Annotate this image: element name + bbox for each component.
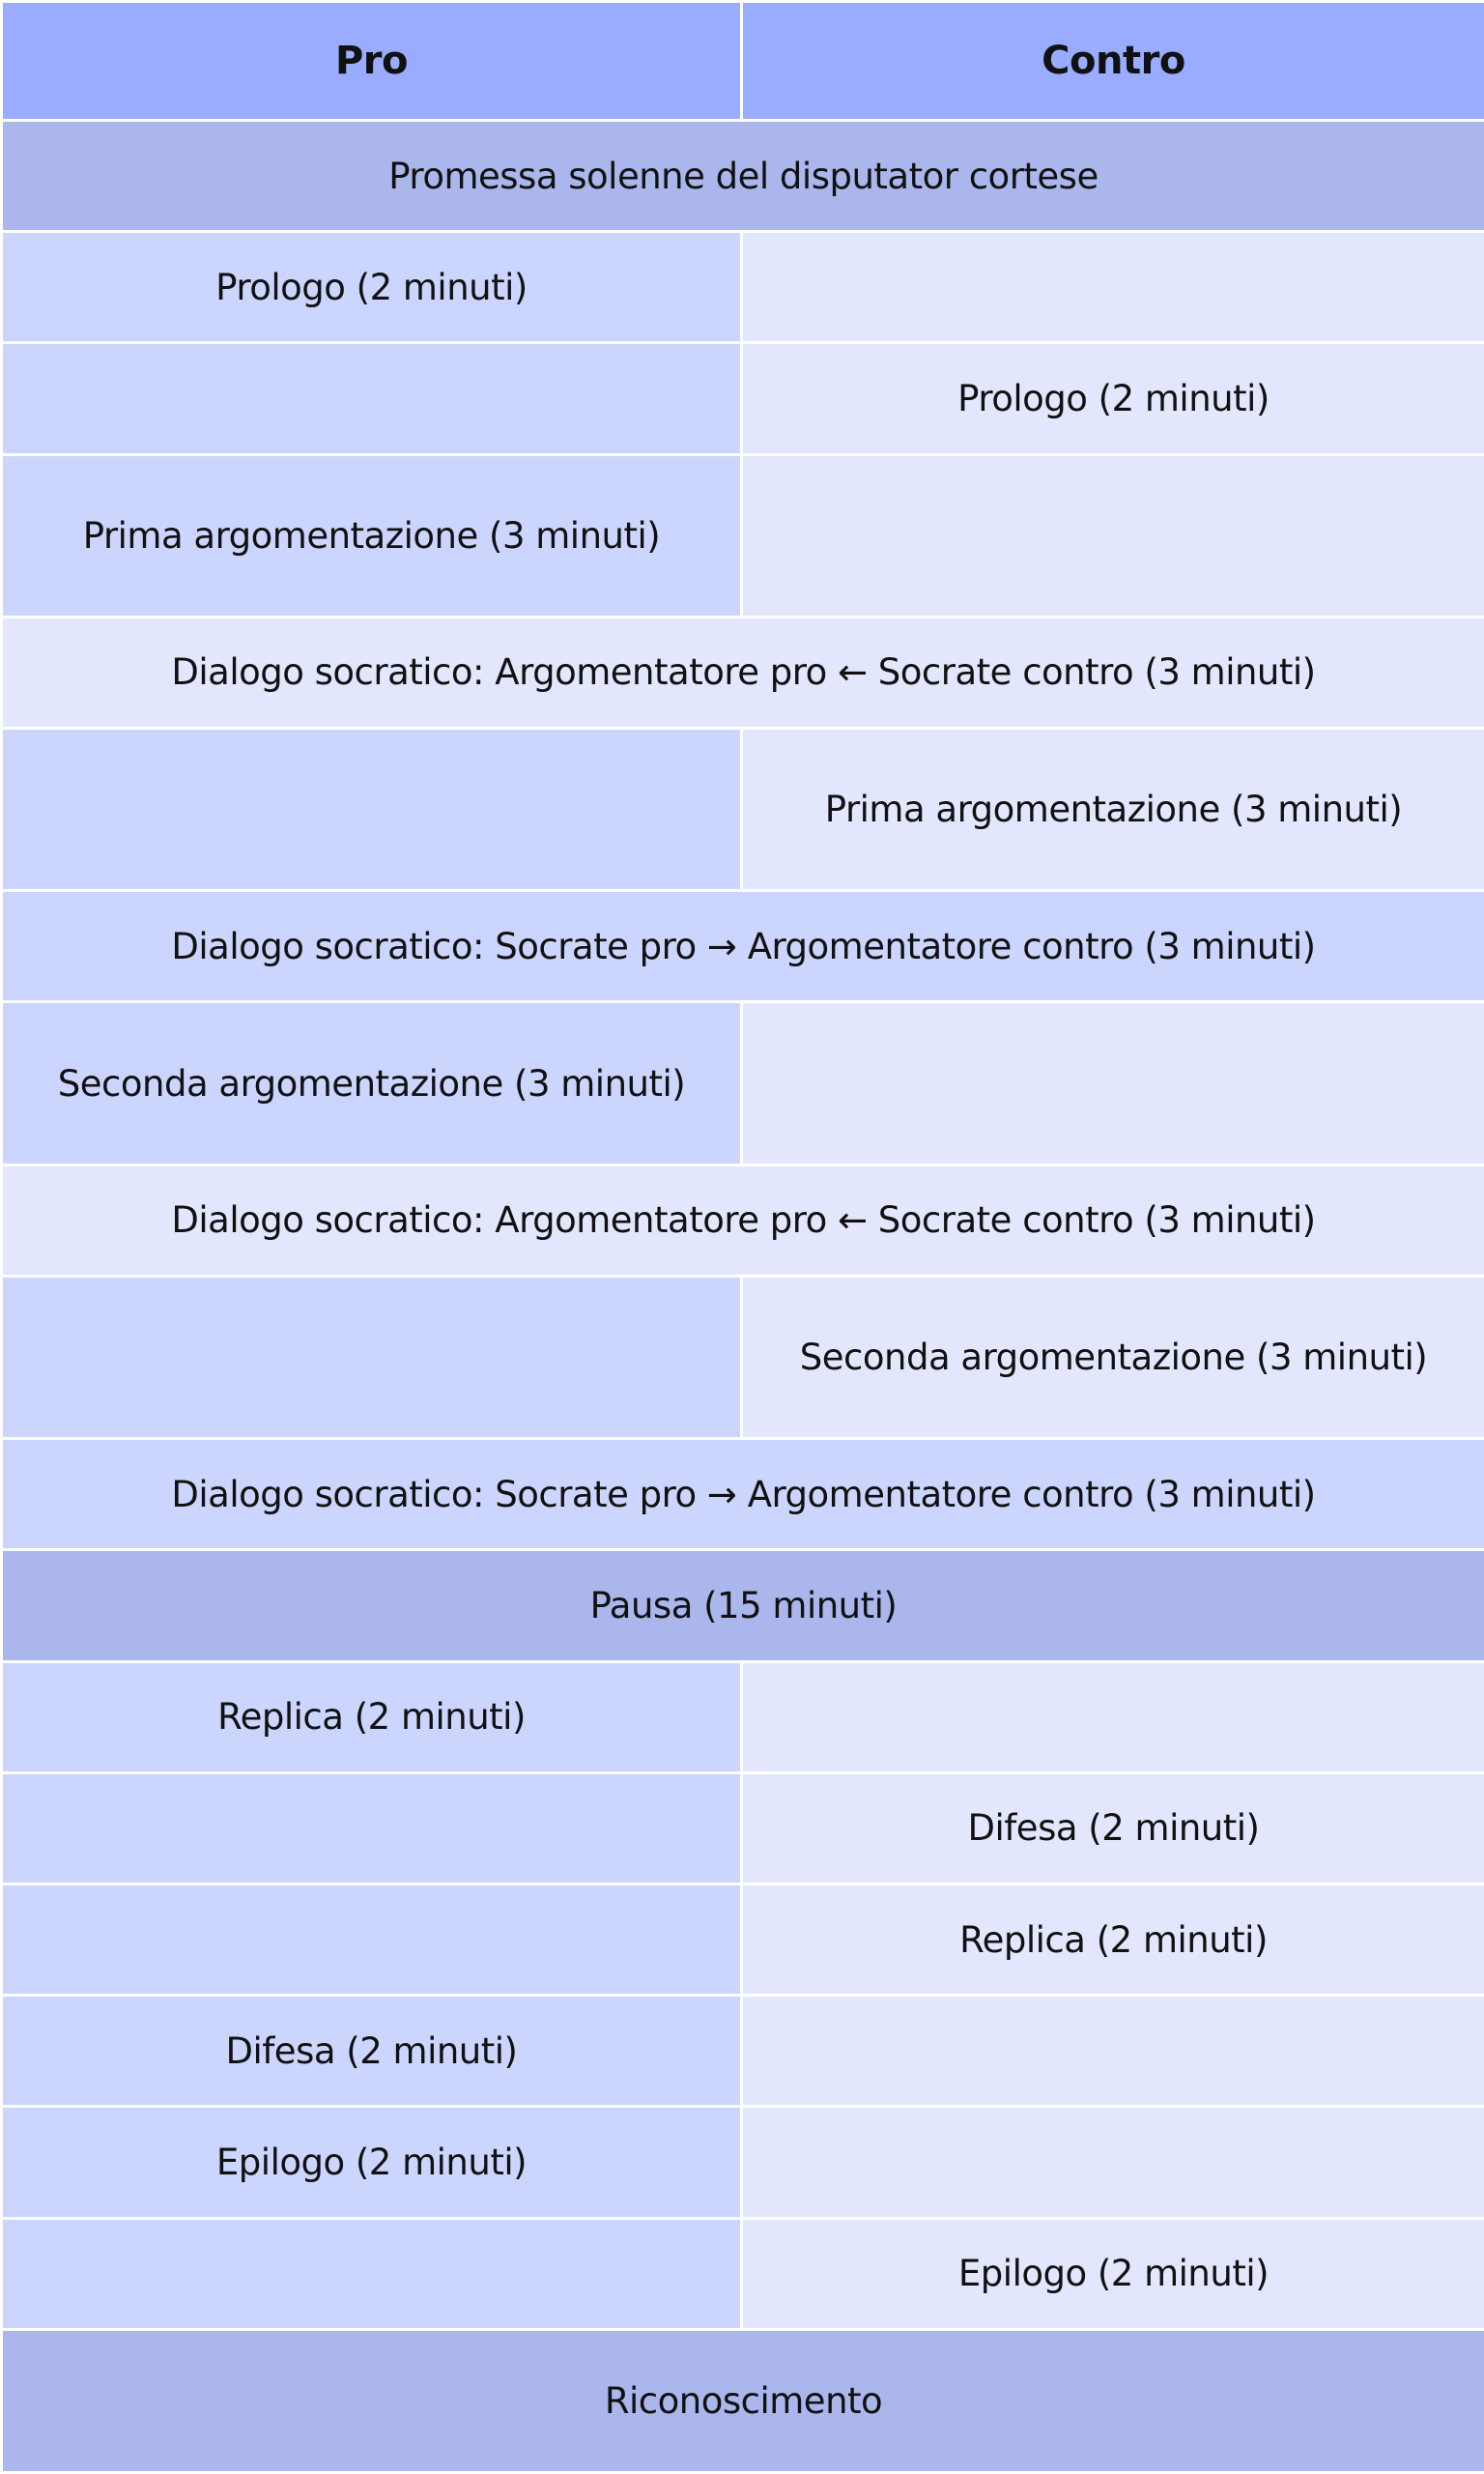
contro-cell: Prima argomentazione (3 minuti)	[742, 729, 1484, 891]
pro-column-header: Pro	[2, 2, 742, 121]
table-row	[2, 232, 1484, 343]
pro-cell-empty	[2, 1276, 742, 1438]
table-row	[2, 1439, 1484, 1550]
contro-cell-empty	[742, 2107, 1484, 2218]
table-row	[2, 1002, 1484, 1165]
oath-row-cell: Promessa solenne del disputator cortese	[2, 121, 1484, 232]
table-row	[2, 2107, 1484, 2218]
table-row	[2, 2329, 1484, 2472]
pro-cell: Epilogo (2 minuti)	[2, 2107, 742, 2218]
contro-cell: Replica (2 minuti)	[742, 1884, 1484, 1995]
table-row	[2, 729, 1484, 891]
pro-cell: Prologo (2 minuti)	[2, 232, 742, 343]
table-row	[2, 121, 1484, 232]
pro-cell: Difesa (2 minuti)	[2, 1996, 742, 2107]
table-row	[2, 1165, 1484, 1276]
table-row	[2, 2218, 1484, 2329]
table-row	[2, 891, 1484, 1002]
pro-cell: Seconda argomentazione (3 minuti)	[2, 1002, 742, 1165]
pro-cell-empty	[2, 1884, 742, 1995]
table-row	[2, 1772, 1484, 1884]
table-row	[2, 1884, 1484, 1995]
contro-cell: Epilogo (2 minuti)	[742, 2218, 1484, 2329]
table-row	[2, 454, 1484, 617]
contro-cell: Seconda argomentazione (3 minuti)	[742, 1276, 1484, 1438]
contro-column-header: Contro	[742, 2, 1484, 121]
pro-cell-empty	[2, 729, 742, 891]
pro-cell-empty	[2, 1772, 742, 1884]
recognition-row-cell: Riconoscimento	[2, 2329, 1484, 2472]
contro-cell-empty	[742, 1002, 1484, 1165]
contro-cell: Difesa (2 minuti)	[742, 1772, 1484, 1884]
contro-cell: Prologo (2 minuti)	[742, 343, 1484, 454]
socratic-dialogue-cell: Dialogo socratico: Argomentatore pro ← Socrate contro (3 minuti)	[2, 617, 1484, 728]
socratic-dialogue-cell: Dialogo socratico: Socrate pro → Argomentatore contro (3 minuti)	[2, 1439, 1484, 1550]
table-row	[2, 617, 1484, 728]
contro-cell-empty	[742, 1661, 1484, 1772]
table-row	[2, 1276, 1484, 1438]
socratic-dialogue-cell: Dialogo socratico: Argomentatore pro ← Socrate contro (3 minuti)	[2, 1165, 1484, 1276]
break-row-cell: Pausa (15 minuti)	[2, 1550, 1484, 1661]
header-row	[2, 2, 1484, 121]
contro-cell-empty	[742, 454, 1484, 617]
contro-cell-empty	[742, 1996, 1484, 2107]
pro-cell: Replica (2 minuti)	[2, 1661, 742, 1772]
table-row	[2, 1661, 1484, 1772]
table-row	[2, 1550, 1484, 1661]
table-row	[2, 343, 1484, 454]
pro-cell-empty	[2, 343, 742, 454]
table-row	[2, 1996, 1484, 2107]
contro-cell-empty	[742, 232, 1484, 343]
pro-cell: Prima argomentazione (3 minuti)	[2, 454, 742, 617]
socratic-dialogue-cell: Dialogo socratico: Socrate pro → Argomentatore contro (3 minuti)	[2, 891, 1484, 1002]
pro-cell-empty	[2, 2218, 742, 2329]
